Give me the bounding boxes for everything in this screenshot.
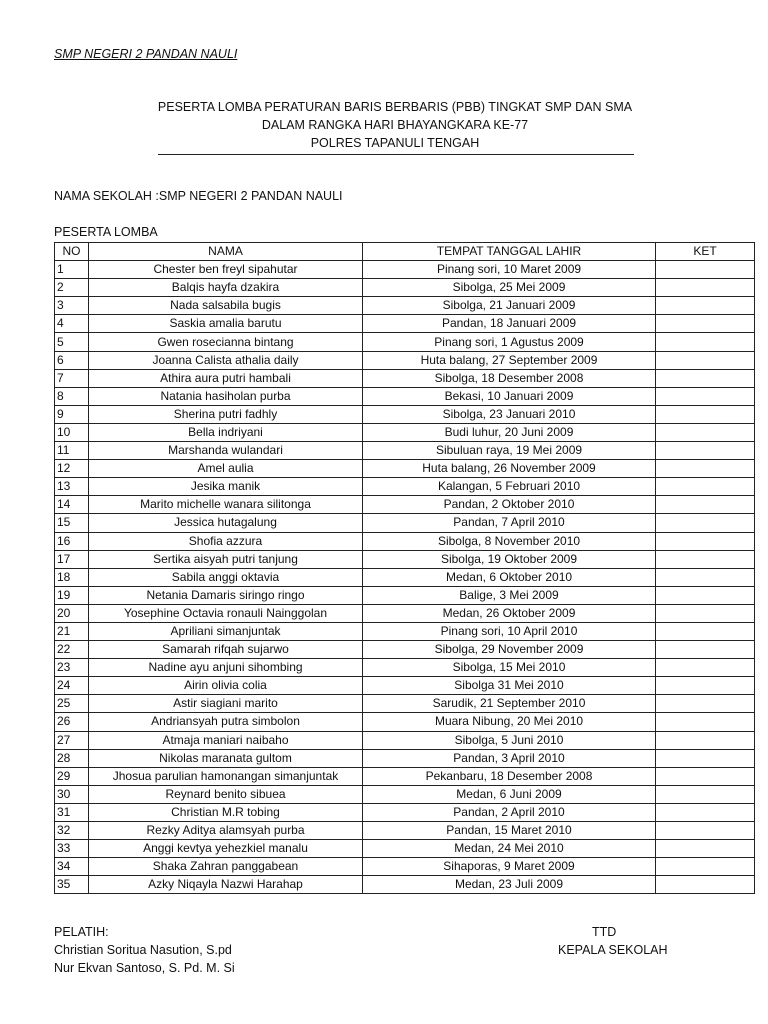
table-row bbox=[55, 803, 755, 821]
cell-nama: Amel aulia bbox=[89, 460, 363, 478]
participants-table bbox=[54, 242, 755, 894]
coach-label: PELATIH: bbox=[54, 925, 109, 939]
cell-no: 5 bbox=[55, 333, 89, 351]
school-name-line: NAMA SEKOLAH :SMP NEGERI 2 PANDAN NAULI bbox=[54, 189, 343, 203]
cell-no: 15 bbox=[55, 514, 89, 532]
cell-ket bbox=[656, 478, 755, 496]
table-row bbox=[55, 641, 755, 659]
cell-nama: Jhosua parulian hamonangan simanjuntak bbox=[89, 767, 363, 785]
cell-ket bbox=[656, 749, 755, 767]
cell-ket bbox=[656, 532, 755, 550]
cell-ket bbox=[656, 586, 755, 604]
table-row bbox=[55, 297, 755, 315]
table-row bbox=[55, 351, 755, 369]
cell-no: 25 bbox=[55, 695, 89, 713]
cell-ttl: Pandan, 7 April 2010 bbox=[363, 514, 656, 532]
table-row bbox=[55, 514, 755, 532]
cell-nama: Marito michelle wanara silitonga bbox=[89, 496, 363, 514]
cell-nama: Balqis hayfa dzakira bbox=[89, 279, 363, 297]
cell-ttl: Sibolga, 23 Januari 2010 bbox=[363, 405, 656, 423]
cell-ket bbox=[656, 496, 755, 514]
cell-nama: Azky Niqayla Nazwi Harahap bbox=[89, 876, 363, 894]
table-row bbox=[55, 749, 755, 767]
cell-ket bbox=[656, 767, 755, 785]
cell-ket bbox=[656, 641, 755, 659]
header-no: NO bbox=[55, 243, 89, 261]
table-row bbox=[55, 279, 755, 297]
cell-ket bbox=[656, 333, 755, 351]
cell-ket bbox=[656, 731, 755, 749]
cell-ket bbox=[656, 550, 755, 568]
table-row bbox=[55, 333, 755, 351]
cell-ttl: Sibolga, 5 Juni 2010 bbox=[363, 731, 656, 749]
cell-ket bbox=[656, 677, 755, 695]
cell-no: 13 bbox=[55, 478, 89, 496]
cell-nama: Nadine ayu anjuni sihombing bbox=[89, 659, 363, 677]
cell-ttl: Sihaporas, 9 Maret 2009 bbox=[363, 858, 656, 876]
cell-no: 26 bbox=[55, 713, 89, 731]
signature-label: TTD bbox=[592, 925, 617, 939]
header-nama: NAMA bbox=[89, 243, 363, 261]
cell-nama: Jesika manik bbox=[89, 478, 363, 496]
table-row bbox=[55, 677, 755, 695]
cell-nama: Jessica hutagalung bbox=[89, 514, 363, 532]
cell-no: 9 bbox=[55, 405, 89, 423]
cell-no: 3 bbox=[55, 297, 89, 315]
cell-ttl: Pinang sori, 10 Maret 2009 bbox=[363, 261, 656, 279]
table-row bbox=[55, 858, 755, 876]
table-row bbox=[55, 261, 755, 279]
cell-ket bbox=[656, 840, 755, 858]
cell-nama: Reynard benito sibuea bbox=[89, 785, 363, 803]
table-row bbox=[55, 822, 755, 840]
cell-ket bbox=[656, 622, 755, 640]
cell-no: 6 bbox=[55, 351, 89, 369]
cell-nama: Chester ben freyl sipahutar bbox=[89, 261, 363, 279]
cell-ket bbox=[656, 460, 755, 478]
header-ket: KET bbox=[656, 243, 755, 261]
table-row bbox=[55, 622, 755, 640]
cell-nama: Yosephine Octavia ronauli Nainggolan bbox=[89, 604, 363, 622]
cell-no: 1 bbox=[55, 261, 89, 279]
cell-nama: Shaka Zahran panggabean bbox=[89, 858, 363, 876]
cell-nama: Sertika aisyah putri tanjung bbox=[89, 550, 363, 568]
cell-ttl: Sibolga, 29 November 2009 bbox=[363, 641, 656, 659]
cell-no: 19 bbox=[55, 586, 89, 604]
cell-ket bbox=[656, 297, 755, 315]
cell-ttl: Sibolga, 19 Oktober 2009 bbox=[363, 550, 656, 568]
cell-no: 28 bbox=[55, 749, 89, 767]
title-underline bbox=[158, 154, 634, 155]
cell-nama: Gwen rosecianna bintang bbox=[89, 333, 363, 351]
cell-nama: Marshanda wulandari bbox=[89, 442, 363, 460]
cell-no: 16 bbox=[55, 532, 89, 550]
cell-ttl: Pandan, 18 Januari 2009 bbox=[363, 315, 656, 333]
cell-ttl: Sibolga 31 Mei 2010 bbox=[363, 677, 656, 695]
cell-nama: Joanna Calista athalia daily bbox=[89, 351, 363, 369]
table-row bbox=[55, 423, 755, 441]
cell-ttl: Huta balang, 27 September 2009 bbox=[363, 351, 656, 369]
cell-no: 30 bbox=[55, 785, 89, 803]
coach-name-1: Christian Soritua Nasution, S.pd bbox=[54, 943, 232, 957]
cell-nama: Sherina putri fadhly bbox=[89, 405, 363, 423]
participants-label: PESERTA LOMBA bbox=[54, 225, 158, 239]
cell-ket bbox=[656, 279, 755, 297]
cell-no: 34 bbox=[55, 858, 89, 876]
cell-ket bbox=[656, 568, 755, 586]
cell-nama: Atmaja maniari naibaho bbox=[89, 731, 363, 749]
cell-nama: Andriansyah putra simbolon bbox=[89, 713, 363, 731]
cell-ttl: Sarudik, 21 September 2010 bbox=[363, 695, 656, 713]
cell-no: 12 bbox=[55, 460, 89, 478]
cell-ttl: Budi luhur, 20 Juni 2009 bbox=[363, 423, 656, 441]
table-body bbox=[55, 261, 755, 894]
cell-no: 29 bbox=[55, 767, 89, 785]
cell-no: 14 bbox=[55, 496, 89, 514]
cell-nama: Astir siagiani marito bbox=[89, 695, 363, 713]
cell-ket bbox=[656, 315, 755, 333]
cell-nama: Airin olivia colia bbox=[89, 677, 363, 695]
cell-ttl: Medan, 24 Mei 2010 bbox=[363, 840, 656, 858]
table-row bbox=[55, 568, 755, 586]
cell-no: 22 bbox=[55, 641, 89, 659]
cell-nama: Sabila anggi oktavia bbox=[89, 568, 363, 586]
cell-ket bbox=[656, 387, 755, 405]
cell-nama: Nikolas maranata gultom bbox=[89, 749, 363, 767]
cell-ttl: Kalangan, 5 Februari 2010 bbox=[363, 478, 656, 496]
cell-ttl: Pekanbaru, 18 Desember 2008 bbox=[363, 767, 656, 785]
table-row bbox=[55, 369, 755, 387]
cell-ttl: Muara Nibung, 20 Mei 2010 bbox=[363, 713, 656, 731]
school-header: SMP NEGERI 2 PANDAN NAULI bbox=[54, 47, 238, 61]
table-row bbox=[55, 496, 755, 514]
cell-ket bbox=[656, 405, 755, 423]
cell-ket bbox=[656, 803, 755, 821]
title-line-1: PESERTA LOMBA PERATURAN BARIS BERBARIS (PBB) TINGKAT SMP DAN SMA bbox=[157, 100, 633, 114]
cell-ket bbox=[656, 822, 755, 840]
cell-nama: Bella indriyani bbox=[89, 423, 363, 441]
table-row bbox=[55, 840, 755, 858]
principal-label: KEPALA SEKOLAH bbox=[558, 943, 668, 957]
cell-ttl: Pandan, 3 April 2010 bbox=[363, 749, 656, 767]
cell-ket bbox=[656, 261, 755, 279]
cell-ttl: Medan, 23 Juli 2009 bbox=[363, 876, 656, 894]
cell-ket bbox=[656, 659, 755, 677]
cell-ttl: Pinang sori, 10 April 2010 bbox=[363, 622, 656, 640]
cell-ttl: Sibuluan raya, 19 Mei 2009 bbox=[363, 442, 656, 460]
table-row bbox=[55, 604, 755, 622]
cell-ket bbox=[656, 785, 755, 803]
cell-ttl: Pinang sori, 1 Agustus 2009 bbox=[363, 333, 656, 351]
table-header-row bbox=[55, 243, 755, 261]
table-row bbox=[55, 532, 755, 550]
table-row bbox=[55, 767, 755, 785]
table-row bbox=[55, 405, 755, 423]
table-row bbox=[55, 550, 755, 568]
cell-no: 17 bbox=[55, 550, 89, 568]
cell-no: 33 bbox=[55, 840, 89, 858]
table-row bbox=[55, 659, 755, 677]
cell-ttl: Huta balang, 26 November 2009 bbox=[363, 460, 656, 478]
cell-no: 20 bbox=[55, 604, 89, 622]
table-row bbox=[55, 460, 755, 478]
cell-no: 24 bbox=[55, 677, 89, 695]
cell-no: 32 bbox=[55, 822, 89, 840]
cell-nama: Rezky Aditya alamsyah purba bbox=[89, 822, 363, 840]
cell-no: 11 bbox=[55, 442, 89, 460]
table-row bbox=[55, 713, 755, 731]
cell-nama: Netania Damaris siringo ringo bbox=[89, 586, 363, 604]
cell-ket bbox=[656, 858, 755, 876]
cell-ket bbox=[656, 713, 755, 731]
cell-ket bbox=[656, 442, 755, 460]
table-row bbox=[55, 876, 755, 894]
cell-no: 10 bbox=[55, 423, 89, 441]
cell-no: 4 bbox=[55, 315, 89, 333]
table-row bbox=[55, 695, 755, 713]
cell-ttl: Sibolga, 15 Mei 2010 bbox=[363, 659, 656, 677]
cell-ket bbox=[656, 695, 755, 713]
cell-no: 18 bbox=[55, 568, 89, 586]
cell-no: 2 bbox=[55, 279, 89, 297]
cell-nama: Saskia amalia barutu bbox=[89, 315, 363, 333]
cell-ttl: Medan, 26 Oktober 2009 bbox=[363, 604, 656, 622]
cell-ket bbox=[656, 876, 755, 894]
cell-no: 8 bbox=[55, 387, 89, 405]
coach-name-2: Nur Ekvan Santoso, S. Pd. M. Si bbox=[54, 961, 235, 975]
cell-ttl: Pandan, 15 Maret 2010 bbox=[363, 822, 656, 840]
cell-ttl: Sibolga, 8 November 2010 bbox=[363, 532, 656, 550]
cell-no: 7 bbox=[55, 369, 89, 387]
cell-ttl: Pandan, 2 April 2010 bbox=[363, 803, 656, 821]
cell-ttl: Pandan, 2 Oktober 2010 bbox=[363, 496, 656, 514]
table-row bbox=[55, 785, 755, 803]
cell-no: 35 bbox=[55, 876, 89, 894]
table-row bbox=[55, 442, 755, 460]
cell-ket bbox=[656, 351, 755, 369]
cell-nama: Samarah rifqah sujarwo bbox=[89, 641, 363, 659]
cell-ttl: Medan, 6 Juni 2009 bbox=[363, 785, 656, 803]
cell-nama: Apriliani simanjuntak bbox=[89, 622, 363, 640]
cell-ttl: Medan, 6 Oktober 2010 bbox=[363, 568, 656, 586]
cell-no: 27 bbox=[55, 731, 89, 749]
cell-ttl: Sibolga, 21 Januari 2009 bbox=[363, 297, 656, 315]
cell-ttl: Balige, 3 Mei 2009 bbox=[363, 586, 656, 604]
cell-nama: Shofia azzura bbox=[89, 532, 363, 550]
header-ttl: TEMPAT TANGGAL LAHIR bbox=[363, 243, 656, 261]
cell-no: 23 bbox=[55, 659, 89, 677]
cell-nama: Natania hasiholan purba bbox=[89, 387, 363, 405]
cell-ket bbox=[656, 514, 755, 532]
cell-nama: Athira aura putri hambali bbox=[89, 369, 363, 387]
cell-nama: Nada salsabila bugis bbox=[89, 297, 363, 315]
cell-ket bbox=[656, 604, 755, 622]
title-line-2: DALAM RANGKA HARI BHAYANGKARA KE-77 bbox=[261, 118, 529, 132]
cell-ttl: Sibolga, 18 Desember 2008 bbox=[363, 369, 656, 387]
cell-no: 31 bbox=[55, 803, 89, 821]
cell-nama: Christian M.R tobing bbox=[89, 803, 363, 821]
table-row bbox=[55, 731, 755, 749]
title-line-3: POLRES TAPANULI TENGAH bbox=[310, 136, 480, 150]
cell-ttl: Bekasi, 10 Januari 2009 bbox=[363, 387, 656, 405]
cell-ket bbox=[656, 369, 755, 387]
cell-ttl: Sibolga, 25 Mei 2009 bbox=[363, 279, 656, 297]
table-row bbox=[55, 478, 755, 496]
cell-nama: Anggi kevtya yehezkiel manalu bbox=[89, 840, 363, 858]
cell-no: 21 bbox=[55, 622, 89, 640]
table-row bbox=[55, 315, 755, 333]
table-row bbox=[55, 586, 755, 604]
table-row bbox=[55, 387, 755, 405]
cell-ket bbox=[656, 423, 755, 441]
